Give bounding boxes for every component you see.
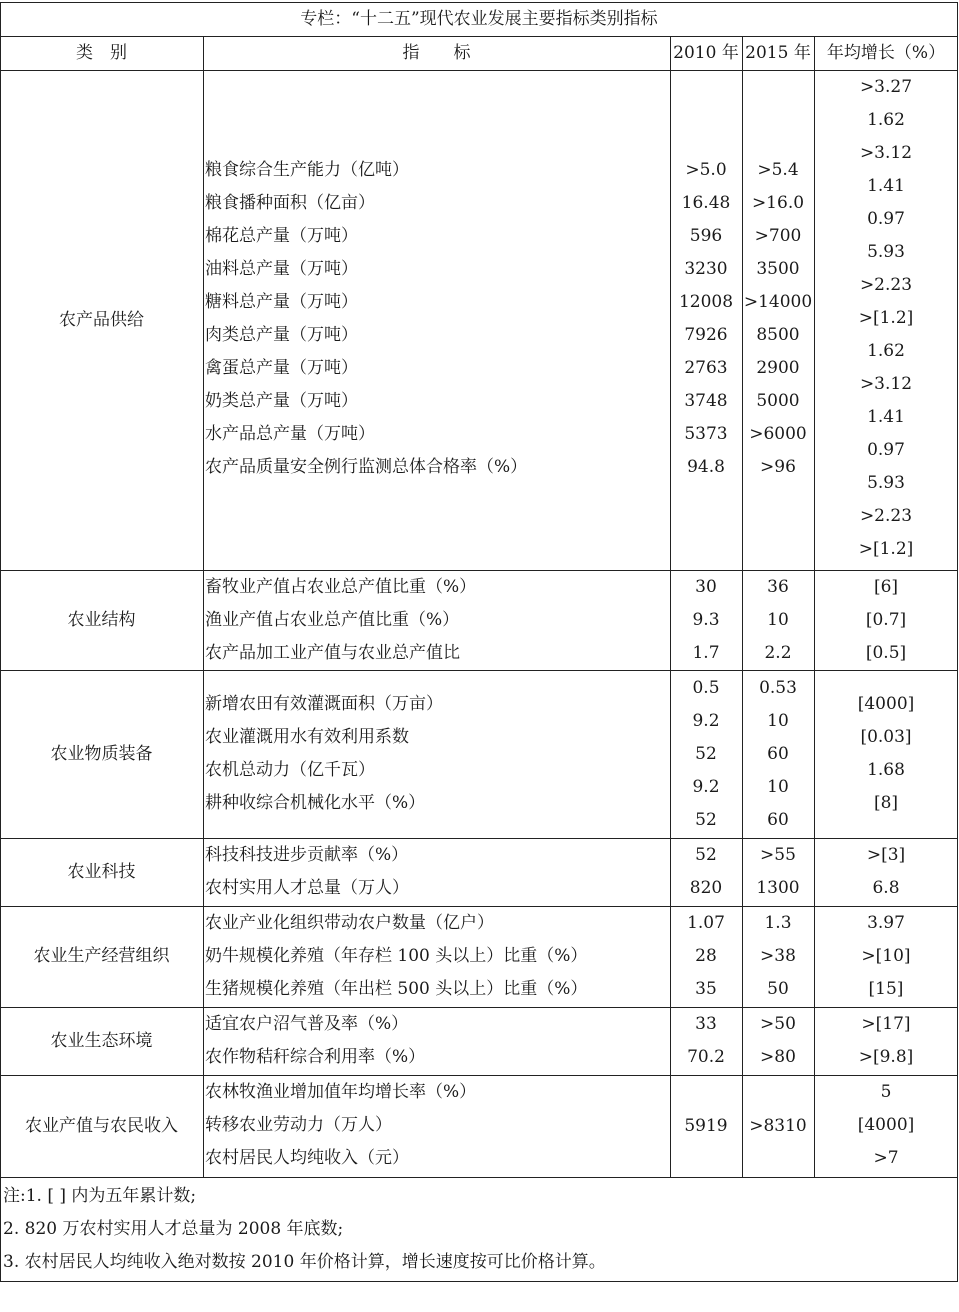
- header-category: 类 别: [76, 43, 127, 63]
- value-growth: [15]: [868, 979, 904, 999]
- header-2010: 2010 年: [673, 43, 739, 63]
- value-growth: [8]: [873, 793, 899, 813]
- indicator-name: 科技科技进步贡献率（%）: [205, 845, 409, 865]
- indicator-name: 渔业产值占农业总产值比重（%）: [205, 610, 460, 630]
- value-2010: 28: [695, 946, 717, 966]
- value-2010: 52: [695, 845, 717, 865]
- value-2010: 70.2: [687, 1047, 725, 1067]
- header-growth: 年均增长（%）: [826, 43, 946, 63]
- value-2010: 0.5: [692, 678, 720, 698]
- value-growth: 5.93: [867, 242, 905, 262]
- indicator-name: 新增农田有效灌溉面积（万亩）: [205, 694, 443, 714]
- indicator-name: 耕种收综合机械化水平（%）: [205, 793, 426, 813]
- value-2010: 9.2: [692, 711, 720, 731]
- column-rule: [203, 36, 204, 1177]
- value-growth: 5.93: [867, 473, 905, 493]
- value-2015: 2900: [756, 358, 800, 378]
- value-2010: 9.2: [692, 777, 720, 797]
- value-2015: >80: [760, 1047, 796, 1067]
- value-growth: [4000]: [857, 1115, 915, 1135]
- category-label: 农业生产经营组织: [33, 946, 170, 966]
- value-2015: >6000: [749, 424, 807, 444]
- value-2010: 3230: [684, 259, 728, 279]
- indicator-name: 水产品总产量（万吨）: [205, 424, 375, 444]
- indicator-name: 转移农业劳动力（万人）: [205, 1115, 392, 1135]
- value-2015: >16.0: [751, 193, 805, 213]
- value-2010: 9.3: [692, 610, 720, 630]
- value-2015: 8500: [756, 325, 800, 345]
- value-growth: 1.68: [867, 760, 905, 780]
- category-label: 农业生态环境: [50, 1030, 153, 1051]
- indicator-name: 农机总动力（亿千瓦）: [205, 760, 375, 780]
- value-2010: 52: [695, 744, 717, 764]
- value-2015: 10: [767, 777, 789, 797]
- value-growth: [0.03]: [860, 727, 912, 747]
- value-2010: 3748: [684, 391, 728, 411]
- value-growth: >2.23: [859, 506, 913, 526]
- value-growth: >[17]: [861, 1014, 911, 1034]
- value-2015: 60: [767, 810, 789, 830]
- value-2010: 5919: [684, 1116, 728, 1136]
- value-growth: >2.23: [859, 275, 913, 295]
- value-2010: 52: [695, 810, 717, 830]
- indicator-name: 糖料总产量（万吨）: [205, 292, 358, 312]
- value-growth: >3.12: [859, 374, 913, 394]
- value-2010: 5373: [684, 424, 728, 444]
- value-growth: >3.27: [859, 77, 913, 97]
- indicator-name: 农业灌溉用水有效利用系数: [205, 727, 409, 747]
- indicator-name: 生猪规模化养殖（年出栏 500 头以上）比重（%）: [205, 979, 588, 999]
- value-2015: >96: [760, 457, 796, 477]
- category-label: 农业科技: [67, 861, 136, 882]
- value-2015: 5000: [756, 391, 800, 411]
- value-growth: [0.5]: [865, 643, 907, 663]
- table-rule: [0, 670, 958, 671]
- category-label: 农业产值与农民收入: [25, 1115, 178, 1136]
- header-2015: 2015 年: [745, 43, 811, 63]
- value-2010: 7926: [684, 325, 728, 345]
- table-title: 专栏：“十二五”现代农业发展主要指标类别指标: [300, 9, 658, 29]
- value-growth: 6.8: [872, 878, 900, 898]
- value-2010: 820: [689, 878, 723, 898]
- value-growth: 1.41: [867, 407, 905, 427]
- footnote: 3. 农村居民人均纯收入绝对数按 2010 年价格计算，增长速度按可比价格计算。: [3, 1252, 606, 1272]
- indicator-name: 农产品加工业产值与农业总产值比: [205, 643, 460, 663]
- value-growth: [0.7]: [865, 610, 907, 630]
- value-2010: 35: [695, 979, 717, 999]
- value-growth: [4000]: [857, 694, 915, 714]
- value-2015: 36: [767, 577, 789, 597]
- value-2015: 60: [767, 744, 789, 764]
- category-label: 农业物质装备: [50, 743, 153, 764]
- value-2010: >5.0: [685, 160, 727, 180]
- value-2015: 0.53: [759, 678, 797, 698]
- value-2015: >55: [760, 845, 796, 865]
- value-growth: >[9.8]: [858, 1047, 914, 1067]
- indicator-name: 农业产业化组织带动农户数量（亿户）: [205, 913, 494, 933]
- value-2015: >50: [760, 1014, 796, 1034]
- category-label: 农业结构: [67, 609, 136, 630]
- value-2015: >38: [760, 946, 796, 966]
- indicator-name: 农作物秸秆综合利用率（%）: [205, 1047, 426, 1067]
- header-indicator: 指 标: [402, 43, 471, 63]
- value-2015: 50: [767, 979, 789, 999]
- value-growth: >[3]: [866, 845, 906, 865]
- value-growth: >[1.2]: [858, 308, 914, 328]
- value-2015: >700: [754, 226, 802, 246]
- value-growth: [6]: [873, 577, 899, 597]
- indicator-name: 农林牧渔业增加值年均增长率（%）: [205, 1082, 477, 1102]
- value-growth: 0.97: [867, 209, 905, 229]
- value-2015: >14000: [743, 292, 813, 312]
- indicator-name: 农产品质量安全例行监测总体合格率（%）: [205, 457, 528, 477]
- indicator-name: 粮食综合生产能力（亿吨）: [205, 160, 409, 180]
- value-2010: 2763: [684, 358, 728, 378]
- indicator-name: 奶牛规模化养殖（年存栏 100 头以上）比重（%）: [205, 946, 588, 966]
- table-rule: [0, 1177, 958, 1178]
- category-label: 农产品供给: [59, 309, 144, 330]
- value-2015: 1300: [756, 878, 800, 898]
- value-growth: 5: [880, 1082, 892, 1102]
- value-growth: 1.41: [867, 176, 905, 196]
- value-2010: 33: [695, 1014, 717, 1034]
- indicator-name: 肉类总产量（万吨）: [205, 325, 358, 345]
- value-growth: 3.97: [867, 913, 905, 933]
- value-2010: 1.07: [687, 913, 725, 933]
- indicator-name: 粮食播种面积（亿亩）: [205, 193, 375, 213]
- value-2010: 596: [689, 226, 723, 246]
- indicator-name: 棉花总产量（万吨）: [205, 226, 358, 246]
- value-2015: >8310: [749, 1116, 807, 1136]
- value-growth: 1.62: [867, 110, 905, 130]
- value-2010: 12008: [678, 292, 734, 312]
- footnote: 注:1. [ ] 内为五年累计数;: [3, 1186, 197, 1206]
- value-growth: >[1.2]: [858, 539, 914, 559]
- value-2010: 30: [695, 577, 717, 597]
- value-2015: 10: [767, 610, 789, 630]
- value-2015: 1.3: [764, 913, 792, 933]
- value-2015: 10: [767, 711, 789, 731]
- value-2015: 3500: [756, 259, 800, 279]
- indicator-name: 农村实用人才总量（万人）: [205, 878, 409, 898]
- value-growth: 0.97: [867, 440, 905, 460]
- value-2010: 1.7: [692, 643, 720, 663]
- value-growth: 1.62: [867, 341, 905, 361]
- indicator-name: 农村居民人均纯收入（元）: [205, 1148, 409, 1168]
- value-growth: >[10]: [861, 946, 911, 966]
- footnote: 2. 820 万农村实用人才总量为 2008 年底数;: [3, 1219, 344, 1239]
- indicator-name: 适宜农户沼气普及率（%）: [205, 1014, 409, 1034]
- indicator-name: 油料总产量（万吨）: [205, 259, 358, 279]
- indicator-name: 禽蛋总产量（万吨）: [205, 358, 358, 378]
- value-2015: 2.2: [764, 643, 792, 663]
- value-growth: >7: [873, 1148, 899, 1168]
- indicator-name: 畜牧业产值占农业总产值比重（%）: [205, 577, 477, 597]
- value-2015: >5.4: [757, 160, 799, 180]
- value-2010: 94.8: [687, 457, 725, 477]
- value-2010: 16.48: [681, 193, 731, 213]
- indicator-name: 奶类总产量（万吨）: [205, 391, 358, 411]
- value-growth: >3.12: [859, 143, 913, 163]
